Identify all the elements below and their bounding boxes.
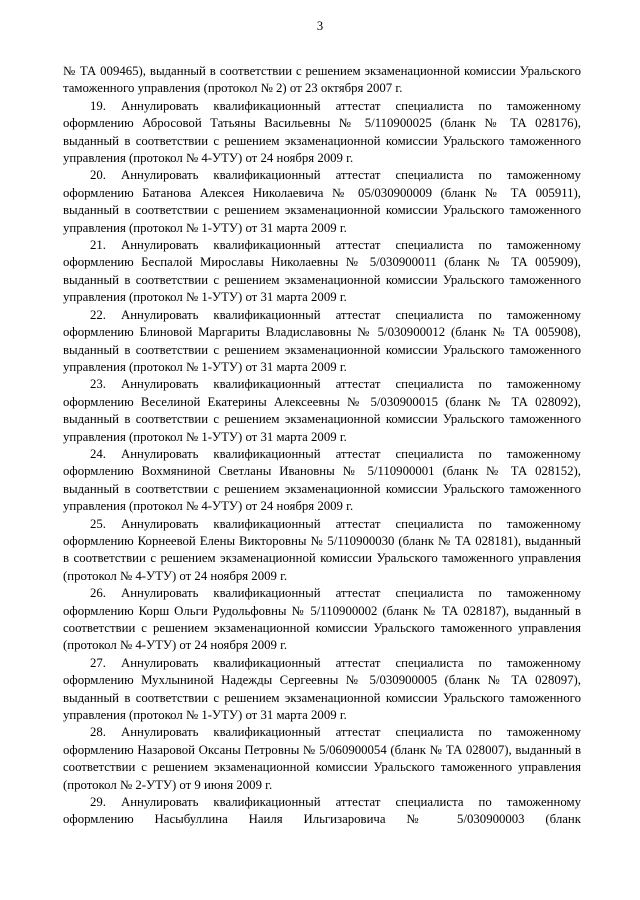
paragraph-item-23: 23. Аннулировать квалификационный аттестат специалиста по таможенному оформлению Веселиной Екатерины Алексеевны № 5/030900015 (бланк № ТА 028092), выданный в соответствии с решением экзаменационной комиссии Уральского таможенного управления (протокол № 1-УТУ) от 31 марта 2009 г.: [63, 377, 581, 444]
document-body: [63, 63, 581, 829]
paragraph-item-25: 25. Аннулировать квалификационный аттестат специалиста по таможенному оформлению Корнеевой Елены Викторовны № 5/110900030 (бланк № ТА 028181), выданный в соответствии с решением экзаменационной комиссии Уральского таможенного управления (протокол № 4-УТУ) от 24 ноября 2009 г.: [63, 516, 581, 583]
paragraph-item-20: 20. Аннулировать квалификационный аттестат специалиста по таможенному оформлению Батанова Алексея Николаевича № 05/030900009 (бланк № ТА 005911), выданный в соответствии с решением экзаменационной комиссии Уральского таможенного управления (протокол № 1-УТУ) от 31 марта 2009 г.: [63, 168, 581, 235]
paragraph-item-28: 28. Аннулировать квалификационный аттестат специалиста по таможенному оформлению Назаровой Оксаны Петровны № 5/060900054 (бланк № ТА 028007), выданный в соответствии с решением экзаменационной комиссии Уральского таможенного управления (протокол № 2-УТУ) от 9 июня 2009 г.: [63, 725, 581, 792]
paragraph-continuation: № ТА 009465), выданный в соответствии с решением экзаменационной комиссии Уральского таможенного управления (протокол № 2) от 23 октября 2007 г.: [63, 64, 581, 96]
paragraph-item-21: 21. Аннулировать квалификационный аттестат специалиста по таможенному оформлению Беспалой Мирославы Николаевны № 5/030900011 (бланк № ТА 005909), выданный в соответствии с решением экзаменационной комиссии Уральского таможенного управления (протокол № 1-УТУ) от 31 марта 2009 г.: [63, 238, 581, 305]
paragraph-item-19: 19. Аннулировать квалификационный аттестат специалиста по таможенному оформлению Абросовой Татьяны Васильевны № 5/110900025 (бланк № ТА 028176), выданный в соответствии с решением экзаменационной комиссии Уральского таможенного управления (протокол № 4-УТУ) от 24 ноября 2009 г.: [63, 98, 581, 166]
paragraph-item-24: 24. Аннулировать квалификационный аттестат специалиста по таможенному оформлению Вохмяниной Светланы Ивановны № 5/110900001 (бланк № ТА 028152), выданный в соответствии с решением экзаменационной комиссии Уральского таможенного управления (протокол № 4-УТУ) от 24 ноября 2009 г.: [63, 446, 581, 514]
paragraph-item-27: 27. Аннулировать квалификационный аттестат специалиста по таможенному оформлению Мухлыниной Надежды Сергеевны № 5/030900005 (бланк № ТА 028097), выданный в соответствии с решением экзаменационной комиссии Уральского таможенного управления (протокол № 1-УТУ) от 31 марта 2009 г.: [63, 655, 581, 723]
paragraph-item-29: 29. Аннулировать квалификационный аттестат специалиста по таможенному оформлению Насыбуллина Наиля Ильгизаровича № 5/030900003 (бланк: [63, 795, 581, 827]
paragraph-item-22: 22. Аннулировать квалификационный аттестат специалиста по таможенному оформлению Блиновой Маргариты Владиславовны № 5/030900012 (бланк № ТА 005908), выданный в соответствии с решением экзаменационной комиссии Уральского таможенного управления (протокол № 1-УТУ) от 31 марта 2009 г.: [63, 307, 581, 374]
page-number: 3: [316, 19, 324, 33]
paragraph-item-26: 26. Аннулировать квалификационный аттестат специалиста по таможенному оформлению Корш Ольги Рудольфовны № 5/110900002 (бланк № ТА 028187), выданный в соответствии с решением экзаменационной комиссии Уральского таможенного управления (протокол № 4-УТУ) от 24 ноября 2009 г.: [63, 586, 581, 653]
